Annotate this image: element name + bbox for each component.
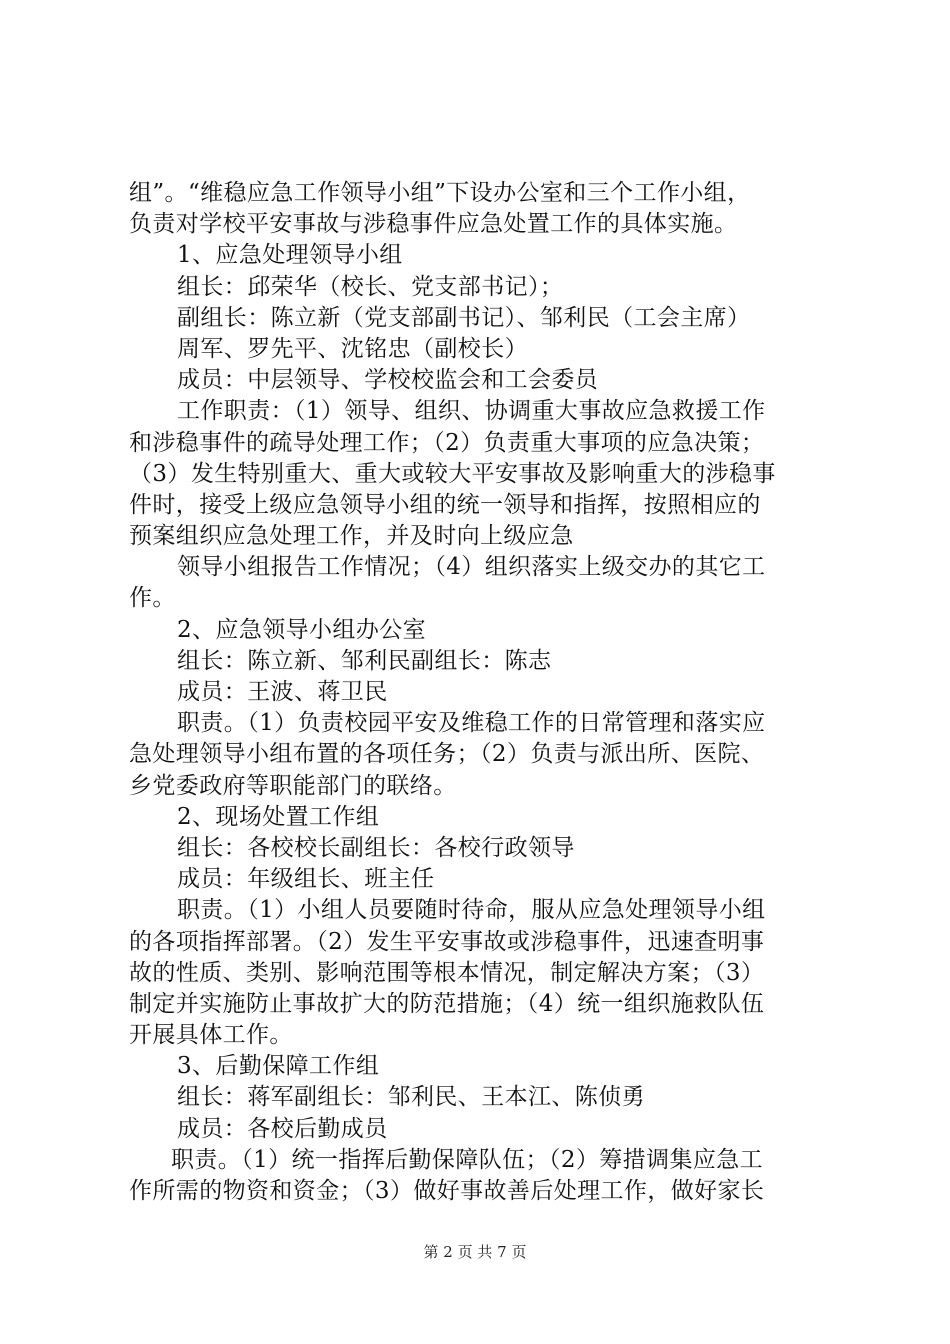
text-line: 组长：邱荣华（校长、党支部书记）； bbox=[177, 273, 564, 300]
text-line: 制定并实施防止事故扩大的防范措施；（4）统一组织施救队伍 bbox=[129, 990, 765, 1017]
text-line: 成员：中层领导、学校校监会和工会委员 bbox=[177, 367, 599, 394]
text-line: 1、应急处理领导小组 bbox=[177, 242, 403, 269]
text-line: 职责。（1）统一指挥后勤保障队伍；（2）筹措调集应急工 bbox=[171, 1146, 764, 1173]
text-line: 领导小组报告工作情况；（4）组织落实上级交办的其它工 bbox=[177, 554, 766, 581]
text-line: 职责。（1）小组人员要随时待命，服从应急处理领导小组 bbox=[177, 897, 766, 924]
text-line: 2、现场处置工作组 bbox=[177, 803, 380, 830]
text-line: 乡党委政府等职能部门的联络。 bbox=[129, 772, 457, 799]
document-body bbox=[129, 178, 833, 1207]
text-line: 周军、罗先平、沈铭忠（副校长） bbox=[177, 335, 528, 362]
text-line: 开展具体工作。 bbox=[129, 1022, 293, 1049]
text-line: 组”。“维稳应急工作领导小组”下设办公室和三个工作小组， bbox=[129, 180, 751, 206]
text-line: 成员：王波、蒋卫民 bbox=[177, 679, 388, 705]
text-line: 2、应急领导小组办公室 bbox=[177, 616, 427, 643]
text-line: （3）发生特别重大、重大或较大平安事故及影响重大的涉稳事 bbox=[129, 460, 776, 487]
text-line: 预案组织应急处理工作，并及时向上级应急 bbox=[129, 523, 574, 550]
text-line: 成员：年级组长、班主任 bbox=[177, 866, 435, 893]
text-line: 件时，接受上级应急领导小组的统一领导和指挥，按照相应的 bbox=[129, 491, 761, 518]
text-line: 成员：各校后勤成员 bbox=[177, 1115, 388, 1142]
text-line: 副组长：陈立新（党支部副书记）、邹利民（工会主席） bbox=[177, 304, 751, 331]
text-line: 的各项指挥部署。（2）发生平安事故或涉稳事件，迅速查明事 bbox=[129, 928, 765, 955]
text-line: 工作职责：（1）领导、组织、协调重大事故应急救援工作 bbox=[177, 398, 766, 425]
text-line: 作所需的物资和资金；（3）做好事故善后处理工作，做好家长 bbox=[129, 1178, 765, 1204]
text-line: 和涉稳事件的疏导处理工作；（2）负责重大事项的应急决策； bbox=[129, 429, 765, 456]
text-line: 职责。（1）负责校园平安及维稳工作的日常管理和落实应 bbox=[177, 710, 766, 737]
text-line: 组长：各校校长副组长：各校行政领导 bbox=[177, 834, 575, 861]
text-line: 故的性质、类别、影响范围等根本情况，制定解决方案；（3） bbox=[129, 959, 765, 986]
text-line: 作。 bbox=[129, 585, 176, 612]
text-line: 组长：陈立新、邹利民副组长：陈志 bbox=[177, 647, 552, 674]
text-line: 组长：蒋军副组长：邹利民、王本江、陈侦勇 bbox=[177, 1084, 645, 1111]
page-footer: 第 2 页 共 7 页 bbox=[423, 1243, 527, 1261]
text-line: 急处理领导小组布置的各项任务；（2）负责与派出所、医院、 bbox=[129, 741, 765, 768]
text-line: 3、后勤保障工作组 bbox=[177, 1053, 380, 1080]
text-line: 负责对学校平安事故与涉稳事件应急处置工作的具体实施。 bbox=[129, 211, 738, 238]
